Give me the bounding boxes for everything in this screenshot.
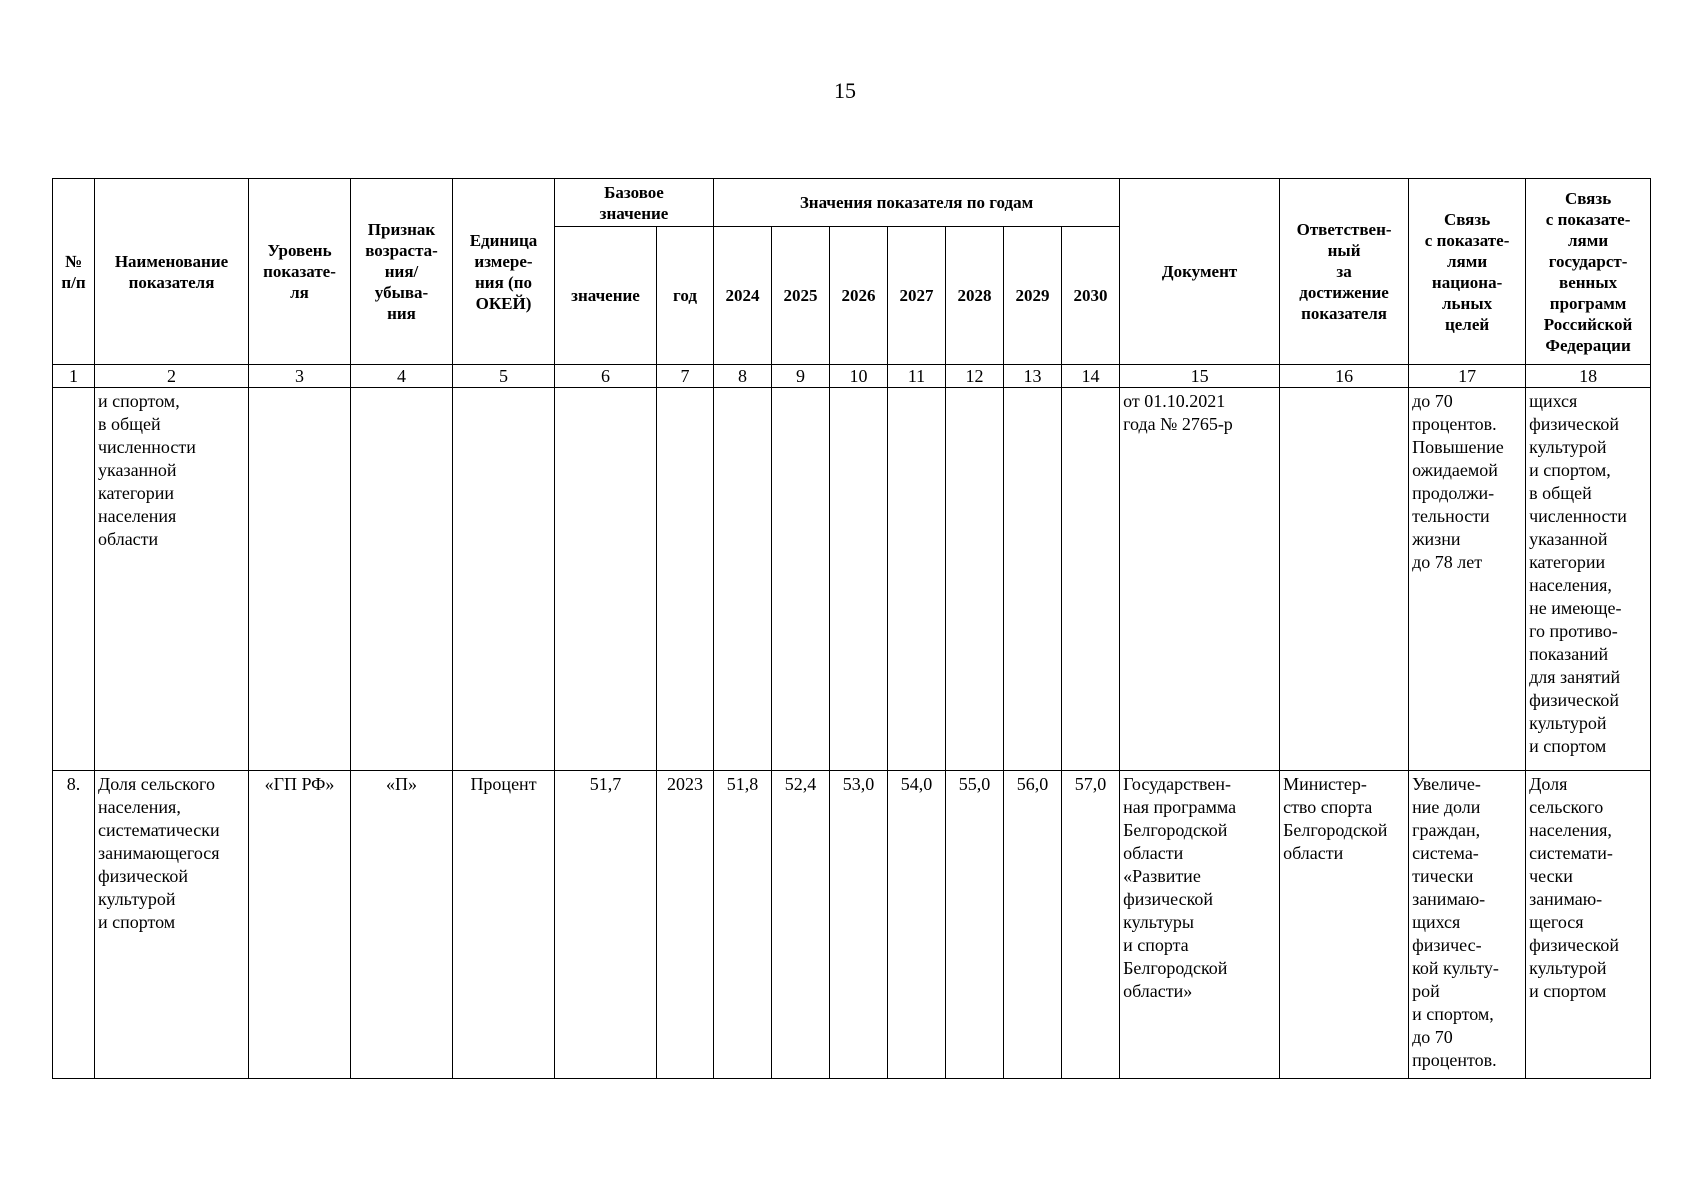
header-name: Наименование показателя	[95, 179, 249, 365]
header-document: Документ	[1120, 179, 1280, 365]
page-number: 15	[834, 78, 856, 103]
column-number: 18	[1526, 365, 1651, 388]
cell-empty	[830, 388, 888, 771]
cell-name: Доля сельского населения, систематически занимающегося физической культурой и спортом	[95, 771, 249, 1079]
header-year-2027: 2027	[888, 227, 946, 365]
cell-national-goals: Увеличе- ние доли граждан, система- тически занимаю- щихся физичес- кой культу- рой и спортом, до 70 процентов.	[1409, 771, 1526, 1079]
cell-empty	[1004, 388, 1062, 771]
cell-state-programs: щихся физической культурой и спортом, в общей численности указанной категории населения, не имеюще- го противо- показаний для занятий физической культурой и спортом	[1526, 388, 1651, 771]
cell-base-year: 2023	[657, 771, 714, 1079]
header-year-2030: 2030	[1062, 227, 1120, 365]
cell-value-2027: 54,0	[888, 771, 946, 1079]
cell-value-2030: 57,0	[1062, 771, 1120, 1079]
cell-empty	[888, 388, 946, 771]
indicators-table	[52, 178, 1651, 1079]
header-base-year: год	[657, 227, 714, 365]
cell-empty	[772, 388, 830, 771]
header-year-2029: 2029	[1004, 227, 1062, 365]
continuation-row	[53, 388, 1651, 771]
cell-num: 8.	[53, 771, 95, 1079]
header-base-group: Базовое значение	[555, 179, 714, 227]
cell-empty	[555, 388, 657, 771]
cell-value-2028: 55,0	[946, 771, 1004, 1079]
cell-responsible: Министер- ство спорта Белгородской области	[1280, 771, 1409, 1079]
column-number: 2	[95, 365, 249, 388]
header-year-2024: 2024	[714, 227, 772, 365]
column-number: 5	[453, 365, 555, 388]
cell-national-goals: до 70 процентов. Повышение ожидаемой продолжи- тельности жизни до 78 лет	[1409, 388, 1526, 771]
column-number: 16	[1280, 365, 1409, 388]
cell-document: Государствен- ная программа Белгородской области «Развитие физической культуры и спорта Белгородской области»	[1120, 771, 1280, 1079]
cell-value-2029: 56,0	[1004, 771, 1062, 1079]
header-num: № п/п	[53, 179, 95, 365]
cell-unit: Процент	[453, 771, 555, 1079]
header-national-goals: Связь с показате- лями национа- льных целей	[1409, 179, 1526, 365]
cell-level: «ГП РФ»	[249, 771, 351, 1079]
cell-empty	[657, 388, 714, 771]
column-number: 12	[946, 365, 1004, 388]
column-number: 8	[714, 365, 772, 388]
cell-value-2026: 53,0	[830, 771, 888, 1079]
cell-empty	[351, 388, 453, 771]
cell-empty	[946, 388, 1004, 771]
table-row-8	[53, 771, 1651, 1079]
column-number: 7	[657, 365, 714, 388]
column-number-row	[53, 365, 1651, 388]
header-base-value: значение	[555, 227, 657, 365]
cell-document: от 01.10.2021 года № 2765-р	[1120, 388, 1280, 771]
cell-empty	[1280, 388, 1409, 771]
header-trend: Признак возраста- ния/ убыва- ния	[351, 179, 453, 365]
header-responsible: Ответствен- ный за достижение показателя	[1280, 179, 1409, 365]
column-number: 17	[1409, 365, 1526, 388]
column-number: 10	[830, 365, 888, 388]
header-unit: Единица измере- ния (по ОКЕЙ)	[453, 179, 555, 365]
column-number: 11	[888, 365, 946, 388]
column-number: 4	[351, 365, 453, 388]
cell-empty	[1062, 388, 1120, 771]
cell-empty	[53, 388, 95, 771]
cell-value-2024: 51,8	[714, 771, 772, 1079]
header-year-2028: 2028	[946, 227, 1004, 365]
header-state-programs: Связь с показате- лями государст- венных программ Российской Федерации	[1526, 179, 1651, 365]
header-level: Уровень показате- ля	[249, 179, 351, 365]
cell-state-programs: Доля сельского населения, системати- чески занимаю- щегося физической культурой и спортом	[1526, 771, 1651, 1079]
header-year-2025: 2025	[772, 227, 830, 365]
cell-value-2025: 52,4	[772, 771, 830, 1079]
cell-empty	[249, 388, 351, 771]
cell-empty	[714, 388, 772, 771]
column-number: 13	[1004, 365, 1062, 388]
column-number: 14	[1062, 365, 1120, 388]
cell-trend: «П»	[351, 771, 453, 1079]
cell-name: и спортом, в общей численности указанной категории населения области	[95, 388, 249, 771]
column-number: 3	[249, 365, 351, 388]
cell-base-value: 51,7	[555, 771, 657, 1079]
header-year-2026: 2026	[830, 227, 888, 365]
column-number: 15	[1120, 365, 1280, 388]
column-number: 9	[772, 365, 830, 388]
header-years-group: Значения показателя по годам	[714, 179, 1120, 227]
column-number: 6	[555, 365, 657, 388]
cell-empty	[453, 388, 555, 771]
column-number: 1	[53, 365, 95, 388]
header-row-top	[53, 179, 1651, 227]
